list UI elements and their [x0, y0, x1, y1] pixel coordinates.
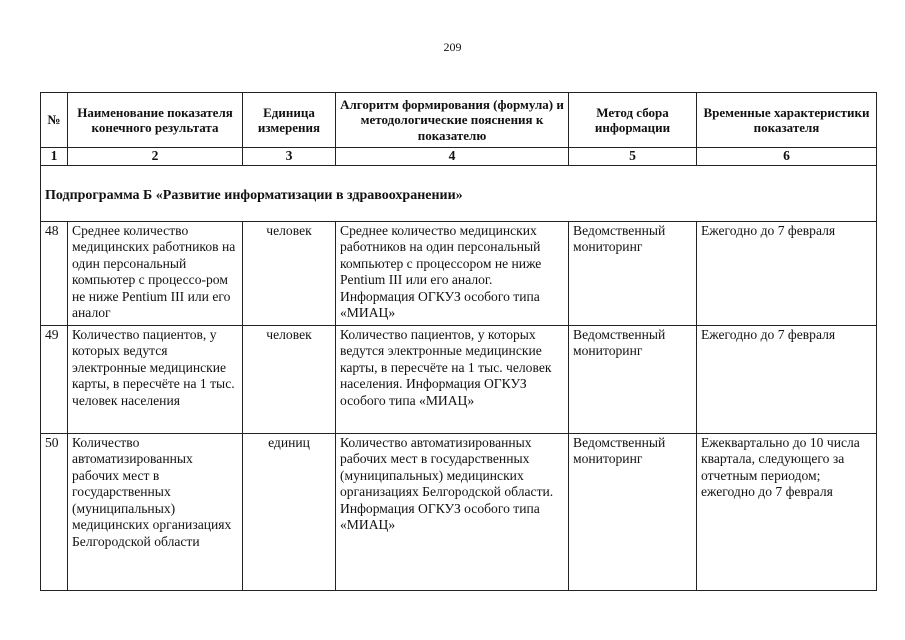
subprogram-row — [41, 165, 877, 221]
table-row — [41, 325, 877, 433]
header-number: № — [41, 93, 68, 148]
column-number: 5 — [569, 148, 697, 166]
table-header-row — [41, 93, 877, 148]
header-unit: Единица измерения — [243, 93, 336, 148]
column-number: 4 — [336, 148, 569, 166]
header-method: Метод сбора информации — [569, 93, 697, 148]
indicators-table — [40, 92, 877, 591]
indicator-timing: Ежегодно до 7 февраля — [697, 325, 877, 433]
page-number: 209 — [443, 40, 462, 54]
indicator-algorithm: Количество автоматизированных рабочих мест в государственных (муниципальных) медицинских организациях Белгородской области. Информация ОГКУЗ особого типа «МИАЦ» — [336, 433, 569, 590]
indicator-algorithm: Количество пациентов, у которых ведутся электронные медицинские карты, в пересчёте на 1 тыс. человек населения. Информация ОГКУЗ особого типа «МИАЦ» — [336, 325, 569, 433]
indicator-name: Количество автоматизированных рабочих мест в государственных (муниципальных) медицинских организациях Белгородской области — [68, 433, 243, 590]
column-number: 1 — [41, 148, 68, 166]
indicator-algorithm: Среднее количество медицинских работников на один персональный компьютер с процессором не ниже Pentium III или его аналог. Информация ОГКУЗ особого типа «МИАЦ» — [336, 221, 569, 325]
indicator-unit: человек — [243, 325, 336, 433]
indicator-method: Ведомственный мониторинг — [569, 433, 697, 590]
indicator-unit: единиц — [243, 433, 336, 590]
column-numbers-row — [41, 148, 877, 166]
indicator-method: Ведомственный мониторинг — [569, 325, 697, 433]
indicator-timing: Ежеквартально до 10 числа квартала, следующего за отчетным периодом; ежегодно до 7 февраля — [697, 433, 877, 590]
row-number: 49 — [41, 325, 68, 433]
header-timing: Временные характеристики показателя — [697, 93, 877, 148]
indicator-name: Среднее количество медицинских работников на один персональный компьютер с процессо-ром не ниже Pentium III или его аналог — [68, 221, 243, 325]
indicator-name: Количество пациентов, у которых ведутся электронные медицинские карты, в пересчёте на 1 тыс. человек населения — [68, 325, 243, 433]
row-number: 50 — [41, 433, 68, 590]
column-number: 3 — [243, 148, 336, 166]
row-number: 48 — [41, 221, 68, 325]
subprogram-title: Подпрограмма Б «Развитие информатизации в здравоохранении» — [41, 165, 877, 221]
header-indicator-name: Наименование показателя конечного результата — [68, 93, 243, 148]
indicator-method: Ведомственный мониторинг — [569, 221, 697, 325]
table-row — [41, 433, 877, 590]
table-row — [41, 221, 877, 325]
column-number: 2 — [68, 148, 243, 166]
column-number: 6 — [697, 148, 877, 166]
indicator-timing: Ежегодно до 7 февраля — [697, 221, 877, 325]
header-algorithm: Алгоритм формирования (формула) и методологические пояснения к показателю — [336, 93, 569, 148]
indicator-unit: человек — [243, 221, 336, 325]
